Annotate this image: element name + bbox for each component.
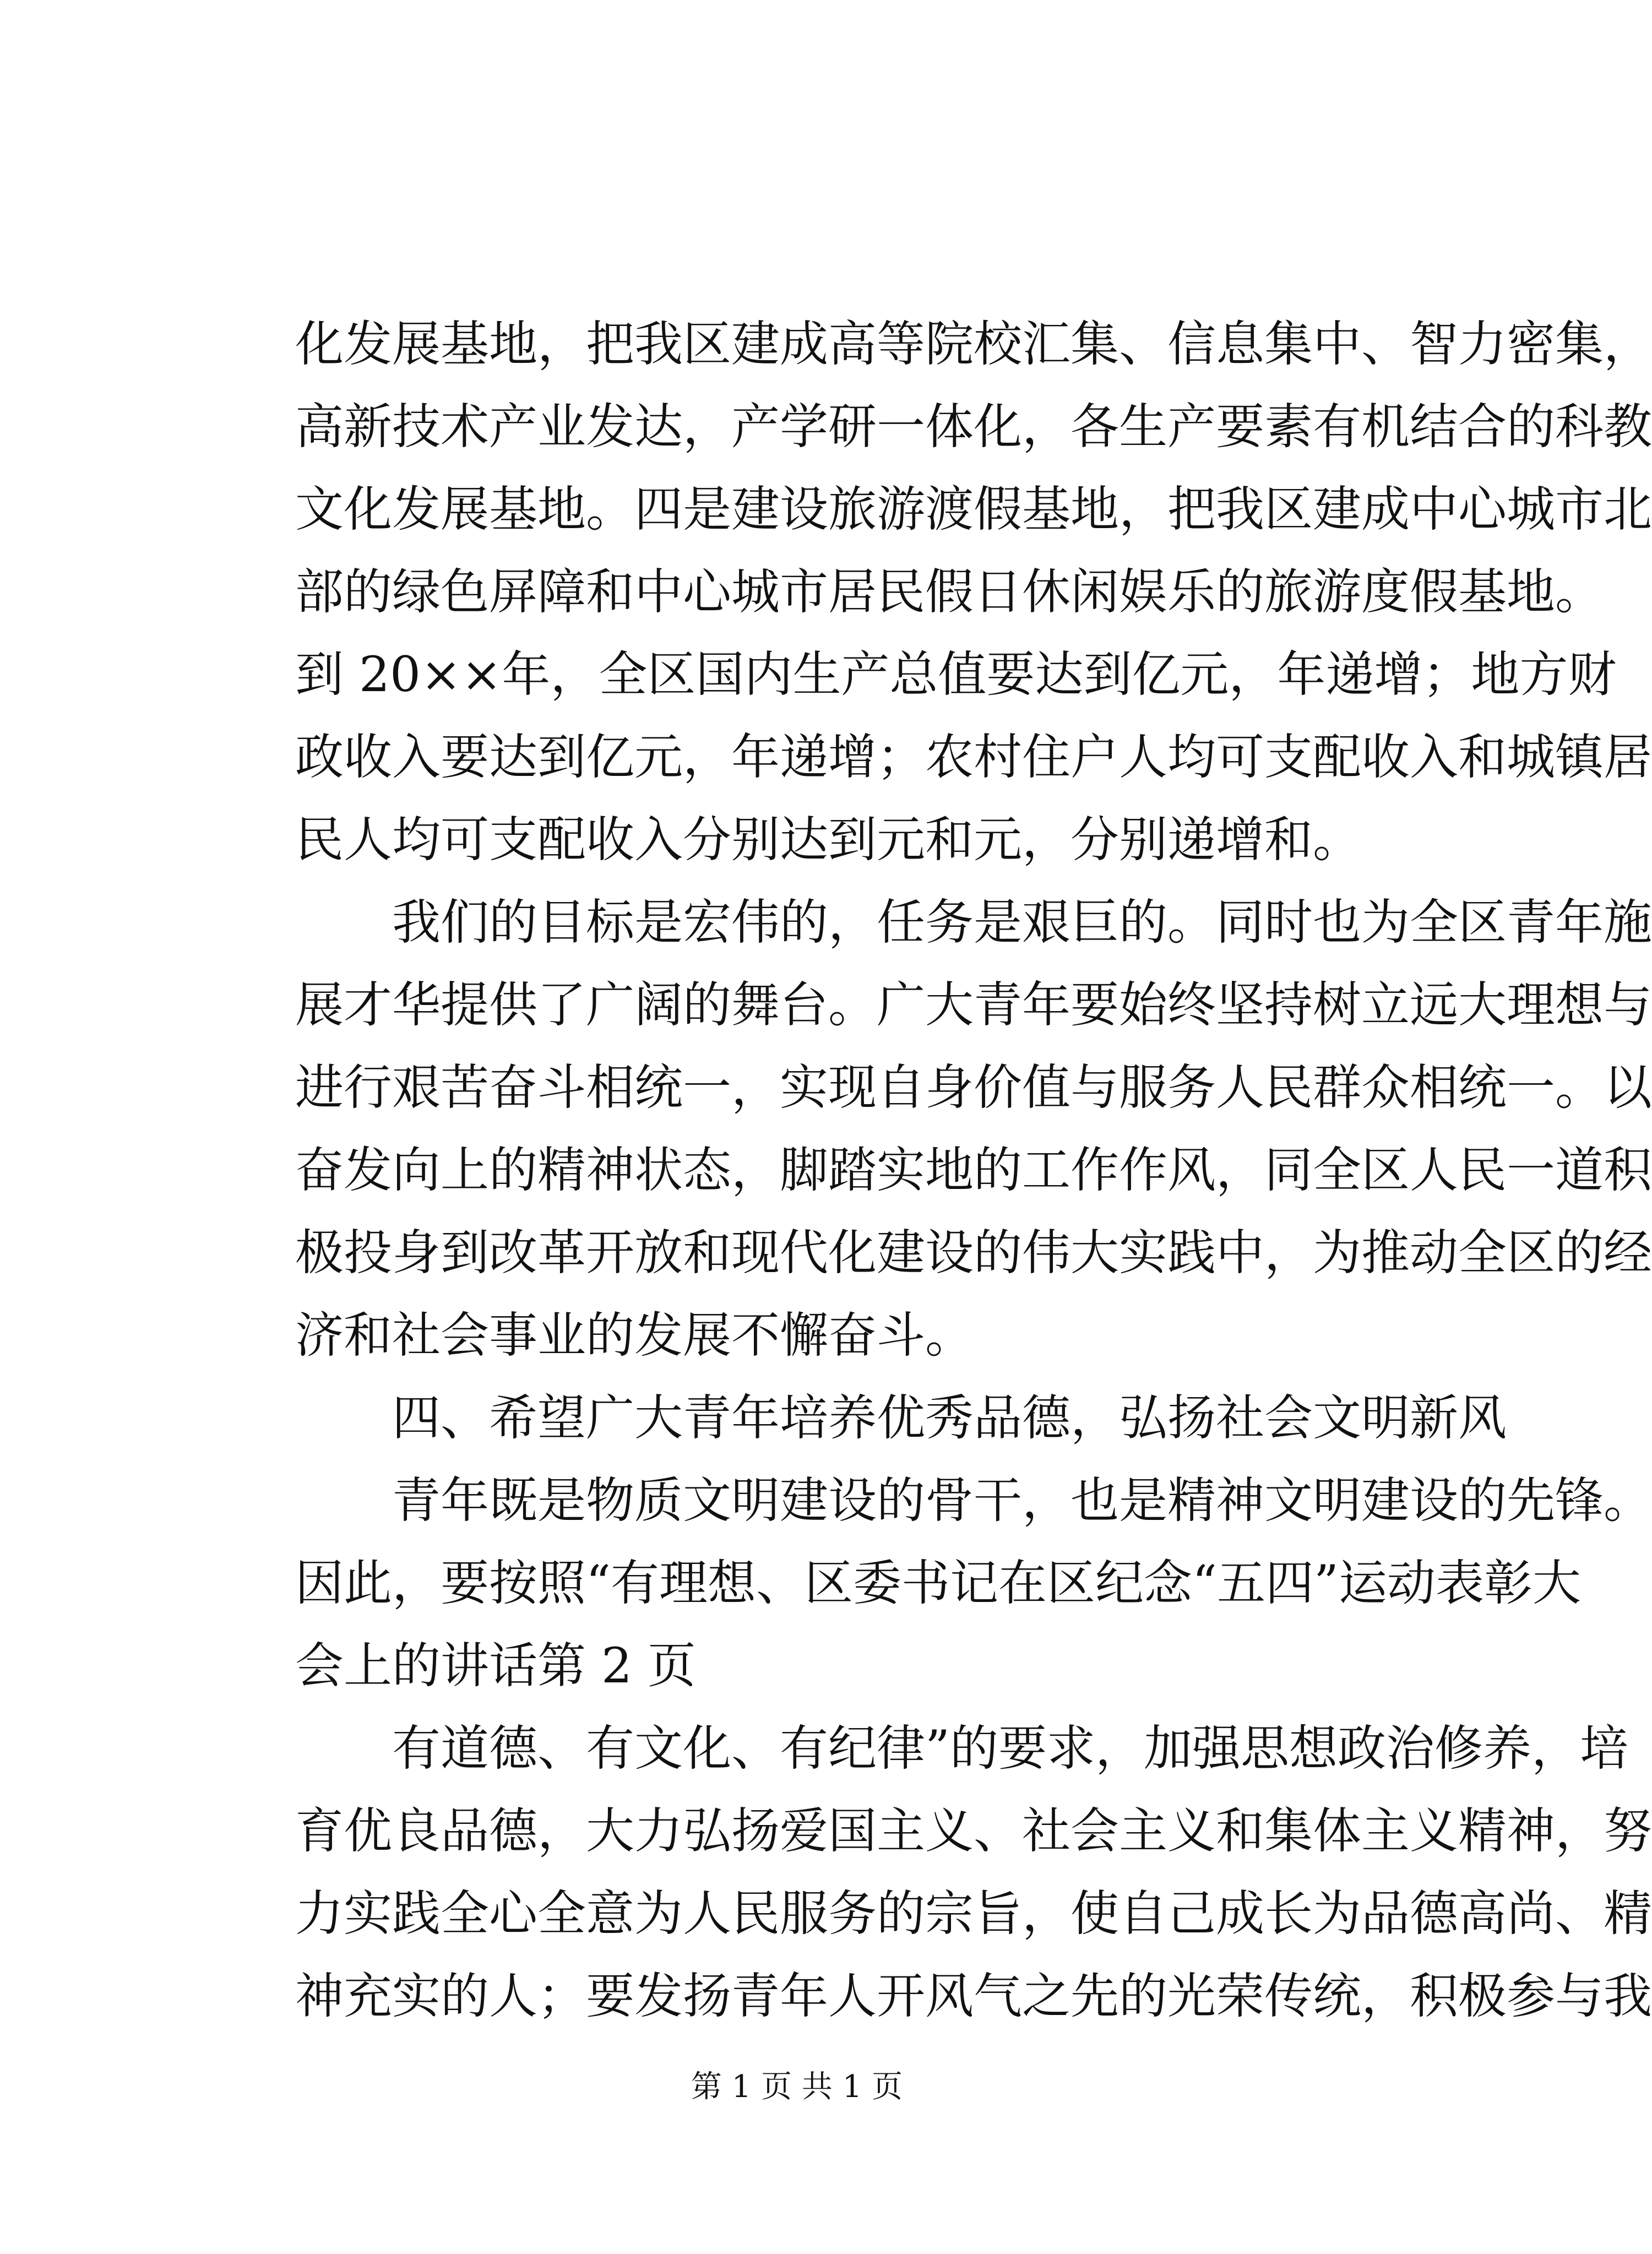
line-text: 青年既是物质文明建设的骨干，也是精神文明建设的先锋。 [392,1472,1652,1529]
line-text: 力实践全心全意为人民服务的宗旨，使自己成长为品德高尚、精 [295,1885,1652,1942]
line-text: 部的绿色屏障和中心城市居民假日休闲娱乐的旅游度假基地。 [295,563,1604,620]
line-text: 济和社会事业的发展不懈奋斗。 [295,1307,974,1364]
line-text: 化发展基地，把我区建成高等院校汇集、信息集中、智力密集， [295,316,1652,372]
line-text: 进行艰苦奋斗相统一，实现自身价值与服务人民群众相统一。以 [295,1059,1652,1116]
body-line-6 [295,716,1652,799]
line-text: 民人均可支配收入分别达到元和元，分别递增和。 [295,811,1362,868]
paragraph-first-line [295,1459,1652,1542]
heading-text: 四、希望广大青年培养优秀品德，弘扬社会文明新风 [392,1389,1507,1446]
body-line-16 [295,1542,1581,1625]
line-text: 极投身到改革开放和现代化建设的伟大实践中，为推动全区的经 [295,1224,1652,1281]
body-line-12 [295,1212,1652,1294]
body-line-13 [295,1294,1391,1377]
body-line-9 [295,964,1652,1046]
line-text: 神充实的人；要发扬青年人开风气之先的光荣传统，积极参与我 [295,1968,1652,2024]
body-line-19 [295,1790,1652,1872]
line-text: 育优良品德，大力弘扬爱国主义、社会主义和集体主义精神，努 [295,1802,1652,1859]
section-heading [295,1377,1507,1459]
body-line-10 [295,1046,1652,1129]
line-text: 高新技术产业发达，产学研一体化，各生产要素有机结合的科教 [295,398,1652,455]
body-line-21 [295,1955,1652,2038]
body-line-20 [295,1872,1652,1955]
line-text: 文化发展基地。四是建设旅游渡假基地，把我区建成中心城市北 [295,481,1652,537]
body-line-11 [295,1129,1652,1212]
line-text: 到 20××年，全区国内生产总值要达到亿元，年递增；地方财 [295,646,1617,703]
paragraph-first-line [295,1707,1628,1790]
body-line-5 [295,633,1617,716]
line-text: 展才华提供了广阔的舞台。广大青年要始终坚持树立远大理想与 [295,976,1652,1033]
line-text: 因此，要按照“有理想、区委书记在区纪念“五四”运动表彰大 [295,1555,1581,1611]
body-line-4 [295,551,1604,633]
line-text: 奋发向上的精神状态，脚踏实地的工作作风，同全区人民一道积 [295,1142,1652,1198]
body-line-17 [295,1625,1391,1707]
body-line-3 [295,468,1652,551]
line-text: 会上的讲话第 2 页 [295,1637,696,1694]
line-text: 政收入要达到亿元，年递增；农村住户人均可支配收入和城镇居 [295,729,1652,785]
body-line-1 [295,303,1652,385]
body-line-2 [295,385,1652,468]
page-footer [0,2065,1594,2109]
paragraph-first-line [295,881,1652,964]
line-text: 我们的目标是宏伟的，任务是艰巨的。同时也为全区青年施 [392,894,1652,951]
page-number: 第 1 页 共 1 页 [691,2069,903,2105]
body-line-7 [295,799,1391,881]
line-text: 有道德、有文化、有纪律”的要求，加强思想政治修养，培 [392,1720,1628,1777]
